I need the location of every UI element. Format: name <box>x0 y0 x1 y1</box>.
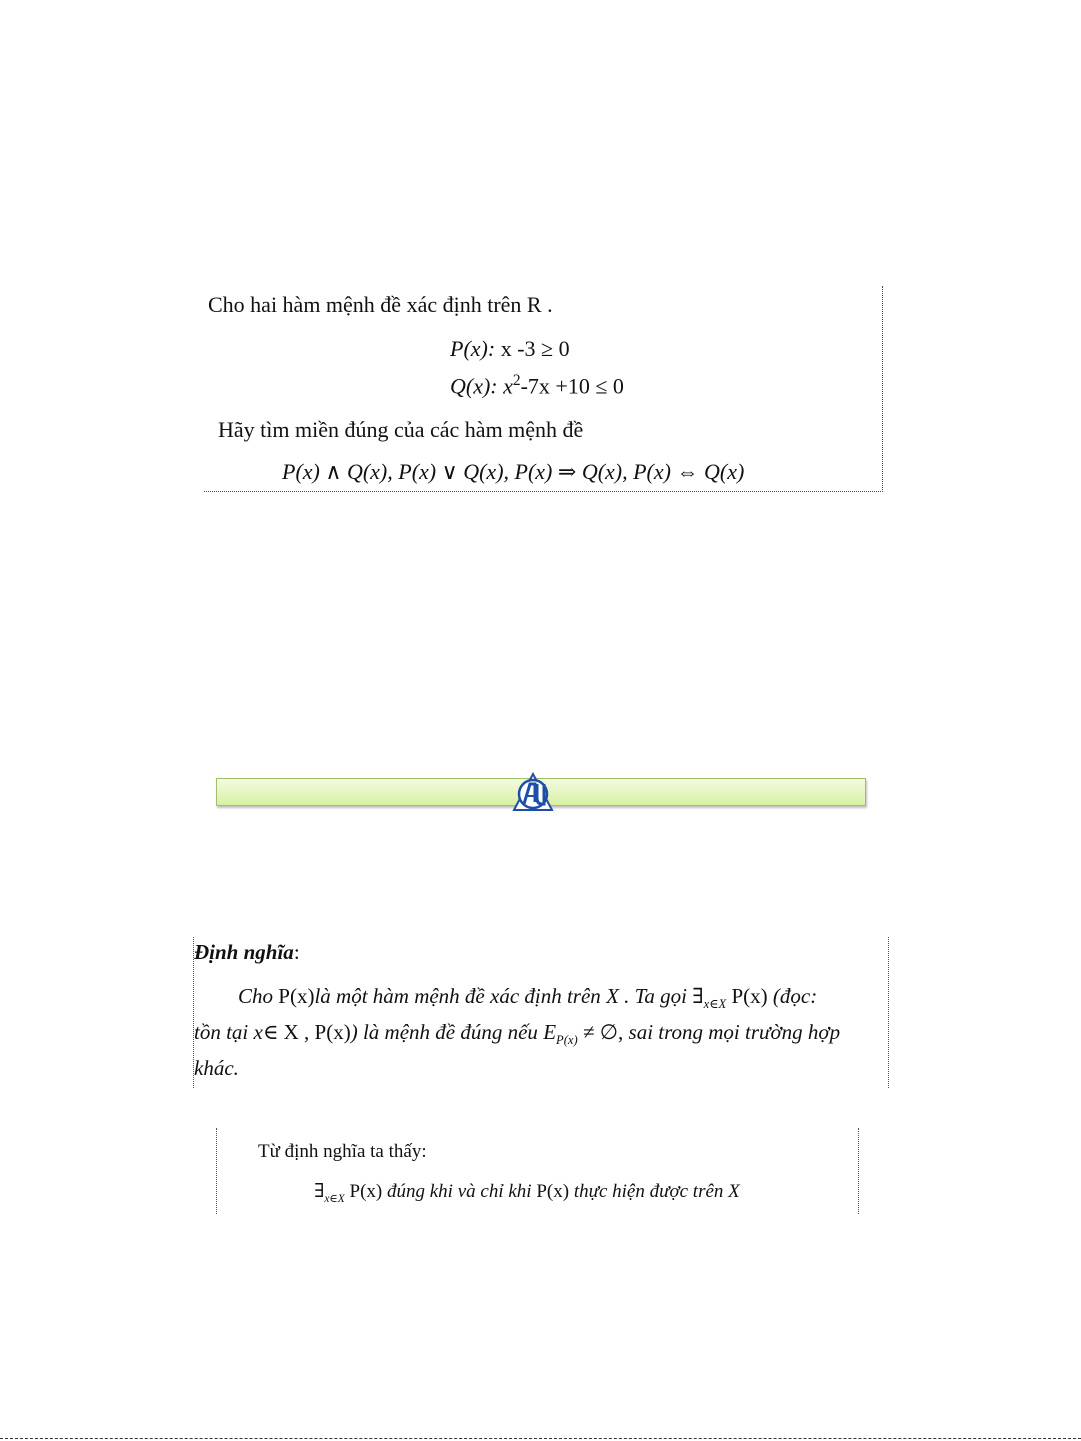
def-text-1c: . Ta gọi <box>624 984 687 1008</box>
problem-intro <box>208 292 553 318</box>
exists-subscript: x∈X <box>703 997 727 1012</box>
formula-p-rhs: x -3 ≥ 0 <box>500 336 570 361</box>
formula-p-lhs: P(x): <box>450 336 496 361</box>
def-text-2a: tồn tại x <box>194 1020 263 1044</box>
def-text-2b: ) là mệnh đề đúng nếu <box>350 1020 538 1044</box>
formula-q-rest: -7x +10 ≤ 0 <box>520 373 624 399</box>
university-logo-icon <box>510 772 556 812</box>
formula-q <box>450 372 624 399</box>
def-text-1d: (đọc: <box>772 984 818 1008</box>
definition-heading-text: Định nghĩa <box>194 940 294 964</box>
def-e-subscript: P(x) <box>556 1033 578 1048</box>
note-px-2: P(x) <box>536 1181 570 1202</box>
page-bottom-divider <box>0 1438 1081 1439</box>
def-in-x: ∈ X , <box>262 1020 310 1044</box>
problem-intro-text: Cho hai hàm mệnh đề xác định trên <box>208 292 522 317</box>
note-line-1: Từ định nghĩa ta thấy: <box>258 1141 427 1162</box>
def-not-empty: ≠ ∅, <box>582 1020 624 1044</box>
def-text-2c: sai trong mọi trường hợp <box>628 1020 841 1044</box>
definition-line-3: khác. <box>194 1056 239 1080</box>
problem-expressions: P(x) ∧ Q(x), P(x) ∨ Q(x), P(x) ⇒ Q(x), P(x) ⇔ Q(x) <box>282 459 745 484</box>
def-text-1b: là một hàm mệnh đề xác định trên <box>314 984 601 1008</box>
definition-line-2 <box>194 1020 840 1048</box>
definition-line-1 <box>238 984 817 1012</box>
formula-p <box>450 336 570 362</box>
def-e-symbol: E <box>543 1020 557 1044</box>
definition-heading <box>194 940 300 965</box>
exists-symbol: ∃ <box>692 984 704 1008</box>
note-text-end: thực hiện được trên <box>573 1181 724 1202</box>
definition-heading-colon: : <box>293 940 300 964</box>
note-line-2 <box>314 1180 740 1205</box>
def-text-cho: Cho <box>238 984 274 1008</box>
problem-intro-set: R . <box>526 292 553 317</box>
formula-q-exponent: 2 <box>512 372 521 389</box>
problem-question: Hãy tìm miền đúng của các hàm mệnh đề <box>218 417 584 442</box>
def-px-1: P(x) <box>278 984 315 1008</box>
formula-q-x: x <box>503 373 513 399</box>
note-set-x: X <box>728 1181 740 1202</box>
def-set-x: X <box>606 984 619 1008</box>
note-exists-subscript: x∈X <box>324 1192 345 1205</box>
note-px-1: P(x) <box>349 1181 383 1202</box>
formula-q-lhs: Q(x): <box>450 373 498 399</box>
def-px-2: P(x) <box>731 984 768 1008</box>
note-text-mid: đúng khi và chỉ khi <box>387 1181 532 1202</box>
note-exists-symbol: ∃ <box>314 1181 325 1202</box>
def-px-3: P(x) <box>314 1020 351 1044</box>
